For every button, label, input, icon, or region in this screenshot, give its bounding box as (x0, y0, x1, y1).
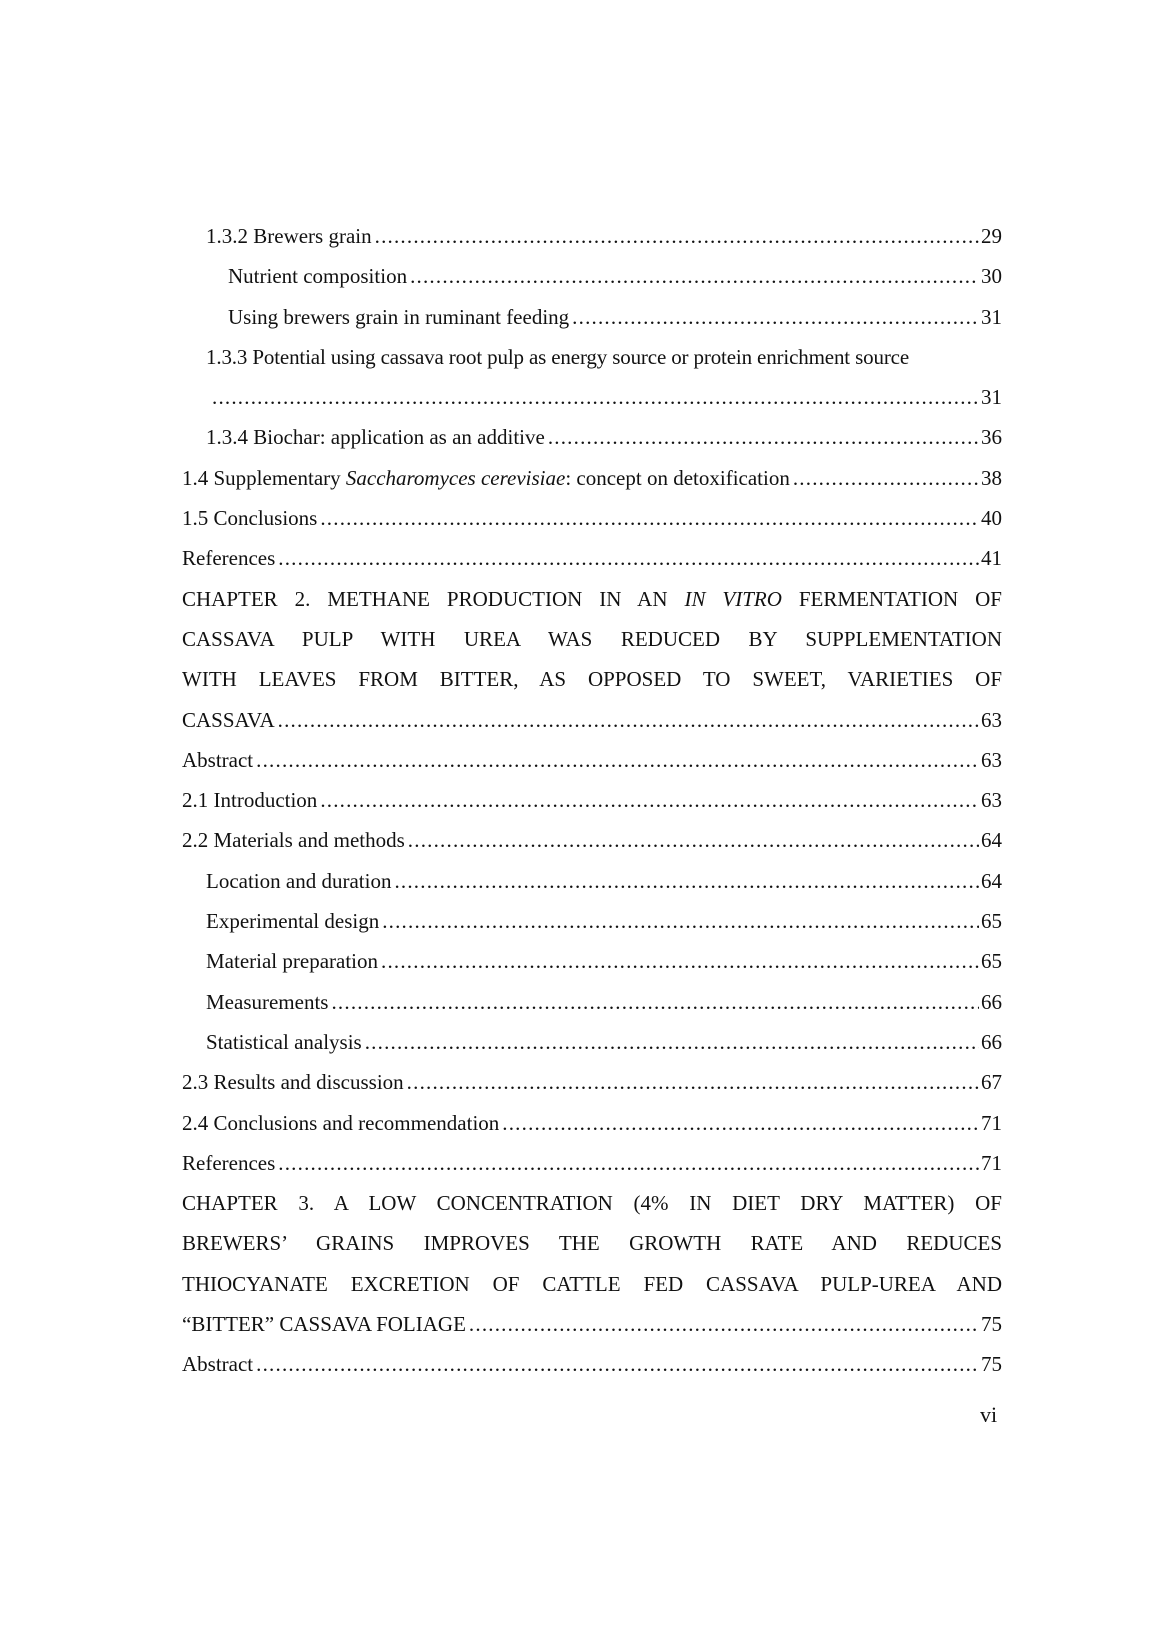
toc-entry-title-italic: Saccharomyces cerevisiae (345, 465, 566, 490)
chapter-2-title-suffix: FERMENTATION OF (781, 586, 1002, 611)
toc-entry-title: 2.4 Conclusions and recommendation (182, 1110, 500, 1135)
toc-entry (182, 780, 1002, 820)
toc-entry-title: 1.3.2 Brewers grain (206, 224, 372, 248)
toc-leader-dots (407, 1062, 979, 1102)
toc-leader-dots (278, 538, 979, 578)
toc-entry-title: 2.2 Materials and methods (182, 828, 405, 853)
toc-entry-title (182, 458, 790, 498)
toc-entry-title: Experimental design (206, 909, 380, 934)
toc-entry-title: Abstract (182, 747, 254, 772)
toc-entry-title: Material preparation (206, 949, 378, 974)
page-number: vi (980, 1402, 998, 1427)
toc-leader-dots (320, 498, 979, 538)
toc-entry-title-prefix: 1.4 Supplementary (182, 465, 346, 490)
toc-entry-continuation (182, 377, 1002, 417)
toc-entry-title: 2.1 Introduction (182, 788, 318, 813)
toc-entry-page: 71 (981, 1110, 1002, 1135)
toc-leader-dots (320, 780, 979, 820)
toc-entry (182, 1344, 1002, 1384)
toc-entry-wrapped (182, 337, 1002, 377)
toc-entry-page: 40 (981, 506, 1002, 531)
toc-leader-dots (572, 297, 979, 337)
toc-entry-title: 2.3 Results and discussion (182, 1070, 404, 1095)
toc-entry-page: 31 (981, 304, 1002, 329)
toc-entry (182, 820, 1002, 860)
toc-entry-page: 63 (981, 747, 1002, 772)
table-of-contents (182, 216, 1002, 1385)
toc-entry (182, 216, 1002, 256)
toc-entry-title: References (182, 1150, 276, 1175)
toc-entry-page: 71 (981, 1150, 1002, 1175)
toc-leader-dots (793, 458, 979, 498)
toc-entry (182, 297, 1002, 337)
toc-leader-dots (278, 1143, 979, 1183)
toc-entry-title: Abstract (182, 1352, 254, 1377)
toc-entry-page: 30 (981, 264, 1002, 289)
chapter-3-title-line-2: BREWERS’ GRAINS IMPROVES THE GROWTH RATE AND REDUCES (182, 1231, 1002, 1256)
toc-entry-page: 36 (981, 425, 1002, 450)
toc-entry-page: 63 (981, 788, 1002, 813)
toc-entry (182, 1022, 1002, 1062)
toc-leader-dots (256, 740, 979, 780)
toc-entry (182, 458, 1002, 498)
toc-leader-dots (408, 820, 979, 860)
chapter-2-title-line-3: WITH LEAVES FROM BITTER, AS OPPOSED TO SWEET, VARIETIES OF (182, 667, 1002, 692)
toc-entry-page: 67 (981, 1070, 1002, 1095)
toc-leader-dots (212, 377, 979, 417)
toc-entry (182, 740, 1002, 780)
toc-entry-page: 65 (981, 949, 1002, 974)
toc-entry (182, 256, 1002, 296)
toc-entry-page: 65 (981, 909, 1002, 934)
toc-entry (182, 1304, 1002, 1344)
toc-leader-dots (278, 700, 979, 740)
toc-entry (182, 861, 1002, 901)
toc-entry-page: 66 (981, 1029, 1002, 1054)
toc-entry-title: Statistical analysis (206, 1029, 362, 1054)
toc-leader-dots (331, 982, 979, 1022)
toc-entry-title: 1.3.4 Biochar: application as an additive (206, 425, 545, 450)
toc-entry-page: 38 (981, 465, 1002, 490)
toc-entry (182, 1143, 1002, 1183)
toc-entry (182, 417, 1002, 457)
toc-entry-page: 31 (981, 385, 1002, 410)
toc-entry (182, 498, 1002, 538)
toc-entry (182, 538, 1002, 578)
toc-entry-title: Using brewers grain in ruminant feeding (228, 304, 570, 329)
toc-entry (182, 1062, 1002, 1102)
chapter-2-title-prefix: CHAPTER 2. METHANE PRODUCTION IN AN (182, 586, 685, 611)
toc-entry-title: 1.3.3 Potential using cassava root pulp as energy source or protein enrichment source (206, 344, 910, 369)
toc-entry-page: 29 (981, 224, 1002, 248)
toc-entry (182, 901, 1002, 941)
toc-entry-page: 75 (981, 1312, 1002, 1337)
toc-leader-dots (382, 901, 979, 941)
chapter-2-title-line-2: CASSAVA PULP WITH UREA WAS REDUCED BY SUPPLEMENTATION (182, 626, 1002, 651)
toc-leader-dots (375, 216, 979, 256)
toc-leader-dots (410, 256, 979, 296)
toc-entry-page: 64 (981, 828, 1002, 853)
toc-entry-page: 64 (981, 868, 1002, 893)
toc-leader-dots (502, 1103, 979, 1143)
toc-entry (182, 700, 1002, 740)
toc-entry (182, 982, 1002, 1022)
toc-leader-dots (256, 1344, 979, 1384)
chapter-2-title-line-4: CASSAVA (182, 707, 275, 732)
toc-entry-title: 1.5 Conclusions (182, 506, 318, 531)
toc-entry-title: Measurements (206, 989, 329, 1014)
chapter-2-title-italic: IN VITRO (684, 586, 782, 611)
toc-entry-page: 41 (981, 546, 1002, 571)
toc-entry-title: References (182, 546, 276, 571)
toc-entry-page: 63 (981, 707, 1002, 732)
toc-entry (182, 1103, 1002, 1143)
toc-entry-title-suffix: : concept on detoxification (565, 465, 790, 490)
toc-entry-page: 75 (981, 1352, 1002, 1377)
toc-entry (182, 941, 1002, 981)
toc-leader-dots (365, 1022, 979, 1062)
chapter-3-title-line-4: “BITTER” CASSAVA FOLIAGE (182, 1312, 466, 1337)
toc-entry-title: Nutrient composition (228, 264, 408, 289)
toc-entry-page: 66 (981, 989, 1002, 1014)
chapter-3-title-line-1: CHAPTER 3. A LOW CONCENTRATION (4% IN DIET DRY MATTER) OF (182, 1191, 1002, 1216)
chapter-3-title-line-3: THIOCYANATE EXCRETION OF CATTLE FED CASSAVA PULP-UREA AND (182, 1271, 1002, 1296)
chapter-2-title-line-1 (182, 579, 1002, 619)
toc-leader-dots (469, 1304, 979, 1344)
toc-entry-title: Location and duration (206, 868, 392, 893)
toc-leader-dots (381, 941, 979, 981)
toc-leader-dots (548, 417, 979, 457)
toc-leader-dots (394, 861, 979, 901)
